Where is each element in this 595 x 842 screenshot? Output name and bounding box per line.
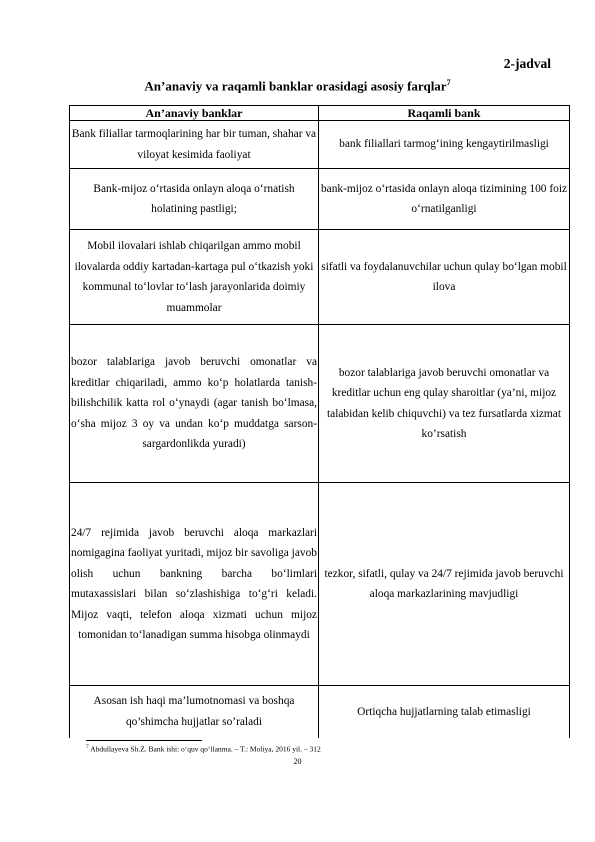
title-footnote-mark: 7 <box>446 78 451 87</box>
table-row <box>70 686 570 738</box>
digital-cell: bank-mijoz o‘rtasida onlayn aloqa tizimining 100 foiz o‘rnatilganligi <box>319 169 570 230</box>
traditional-cell: 24/7 rejimida javob beruvchi aloqa markazlari nomigagina faoliyat yuritadi, mijoz bir savoliga javob olish uchun bankning barcha bo‘limlari mutaxassislari bilan so‘zlashishiga to‘g‘ri keladi. Mijoz vaqti, telefon aloqa xizmati uchun mijoz tomonidan to‘lanadigan summa hisobga olinmaydi <box>70 483 319 686</box>
header-digital-bank: Raqamli bank <box>319 106 570 121</box>
footnote-divider <box>86 740 202 741</box>
table-row <box>70 230 570 325</box>
footnote <box>86 744 321 754</box>
table-label: 2-jadval <box>503 56 551 71</box>
page-number: 20 <box>293 757 302 766</box>
table-row <box>70 169 570 230</box>
traditional-cell: Asosan ish haqi ma’lumotnomasi va boshqa qo’shimcha hujjatlar so’raladi <box>70 686 319 738</box>
traditional-cell: Bank filiallar tarmoqlarining har bir tuman, shahar va viloyat kesimida faoliyat <box>70 121 319 169</box>
digital-cell: bank filiallari tarmog‘ining kengaytirilmasligi <box>319 121 570 169</box>
comparison-table <box>69 105 570 738</box>
table-title <box>0 78 595 94</box>
table-row <box>70 121 570 169</box>
digital-cell: tezkor, sifatli, qulay va 24/7 rejimida javob beruvchi aloqa markazlarining mavjudligi <box>319 483 570 686</box>
digital-cell: sifatli va foydalanuvchilar uchun qulay bo‘lgan mobil ilova <box>319 230 570 325</box>
footnote-mark: 7 <box>86 744 89 750</box>
table-row <box>70 325 570 483</box>
table-row <box>70 483 570 686</box>
footnote-text: Abdullayeva Sh.Z. Bank ishi: o‘quv qo‘llanma. – T.: Moliya, 2016 yil. – 312 <box>90 744 321 754</box>
digital-cell: bozor talablariga javob beruvchi omonatlar va kreditlar uchun eng qulay sharoitlar (ya’ni, mijoz talabidan kelib chiquvchi) va tez fursatlarda xizmat ko’rsatish <box>319 325 570 483</box>
table-title-text: An’anaviy va raqamli banklar orasidagi asosiy farqlar <box>144 78 447 94</box>
header-traditional-banks: An’anaviy banklar <box>70 106 319 121</box>
header-row <box>70 106 570 121</box>
traditional-cell: Mobil ilovalari ishlab chiqarilgan ammo mobil ilovalarda oddiy kartadan-kartaga pul o‘tkazish yoki kommunal to‘lovlar to‘lash jarayonlarida doimiy muammolar <box>70 230 319 325</box>
traditional-cell: Bank-mijoz o‘rtasida onlayn aloqa o‘rnatish holatining pastligi; <box>70 169 319 230</box>
digital-cell: Ortiqcha hujjatlarning talab etimasligi <box>319 686 570 738</box>
traditional-cell: bozor talablariga javob beruvchi omonatlar va kreditlar chiqariladi, ammo ko‘p holatlarda tanish-bilishchilik katta rol o‘ynaydi (agar tanish bo‘lmasa, o‘sha mijoz 3 oy va undan ko‘p muddatga sarson-sargardonlikda yuradi) <box>70 325 319 483</box>
